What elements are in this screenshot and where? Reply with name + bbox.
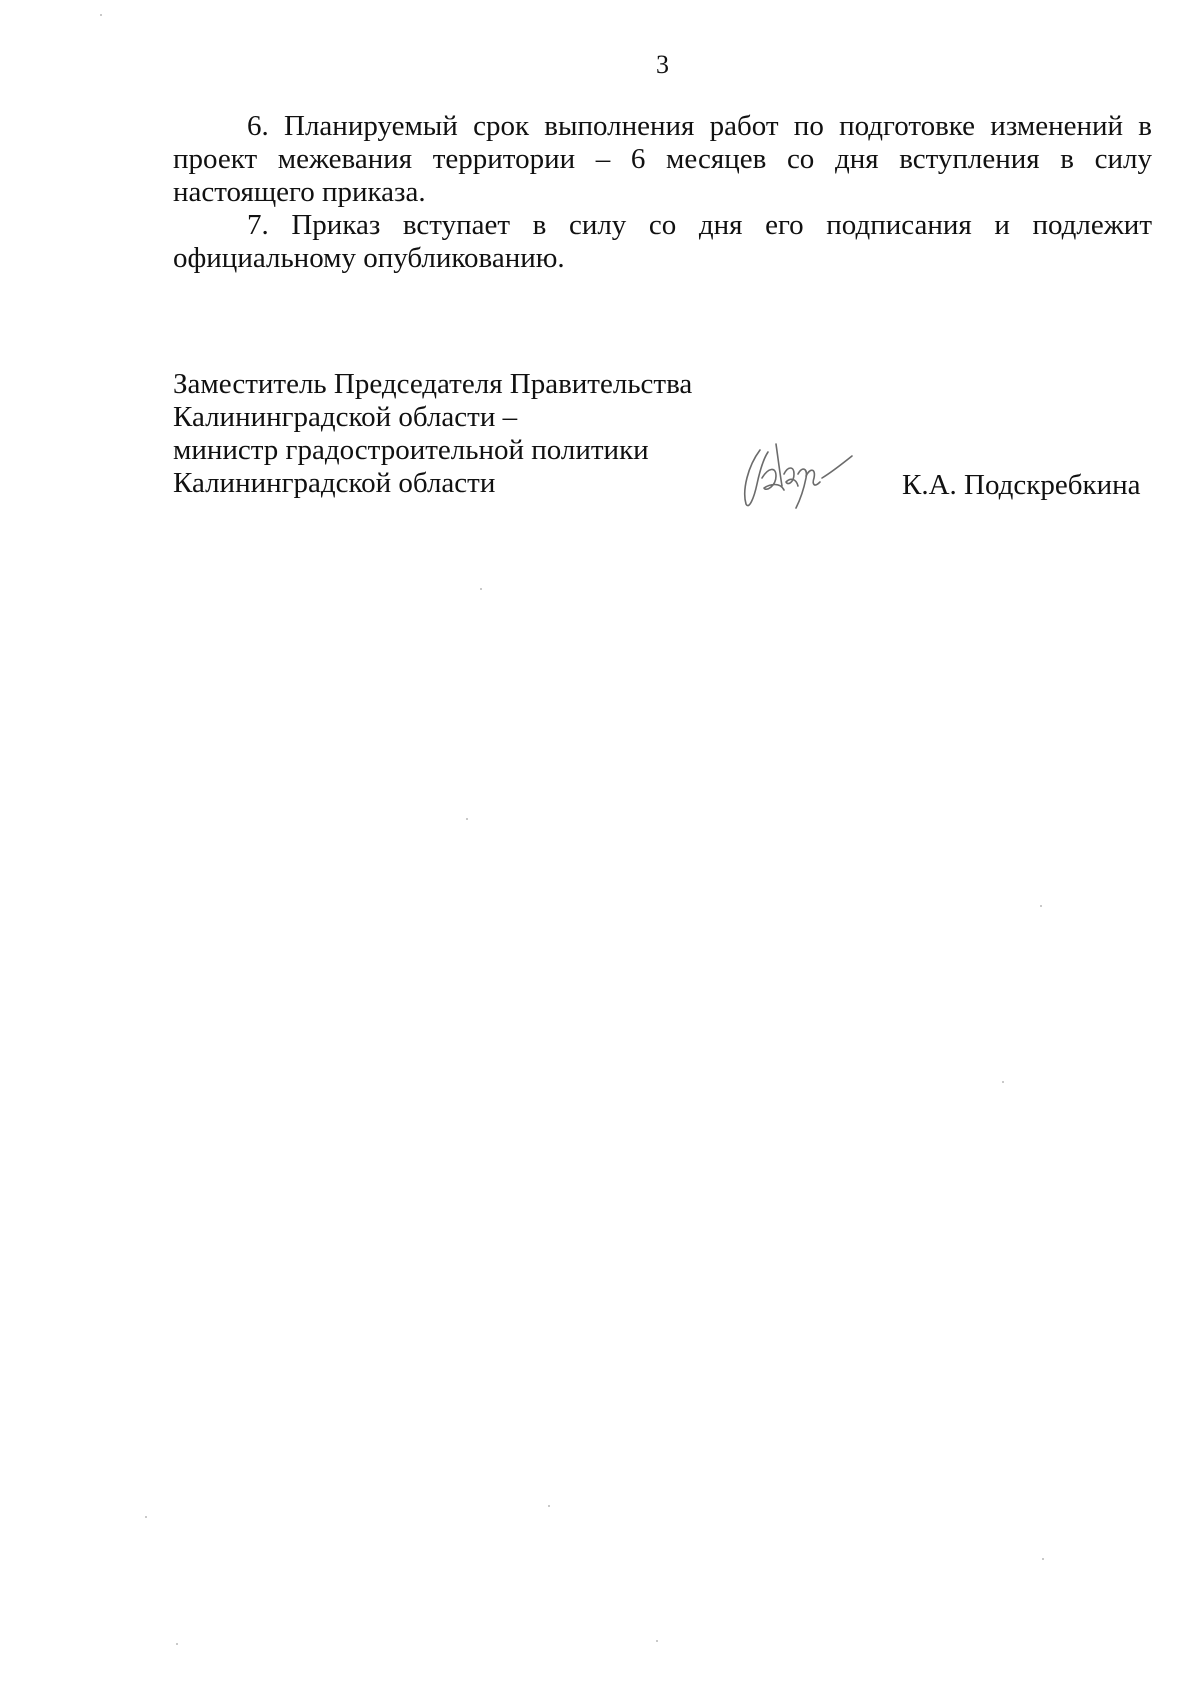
scan-speck xyxy=(1042,1558,1044,1560)
scan-speck xyxy=(100,14,102,16)
scan-speck xyxy=(1002,1081,1004,1083)
scan-speck xyxy=(656,1640,658,1642)
signatory-title-line: министр градостроительной политики xyxy=(173,434,649,466)
page-number: 3 xyxy=(656,50,669,79)
scan-speck xyxy=(480,588,482,590)
signatory-title-line: Калининградской области – xyxy=(173,401,518,433)
signer-name: К.А. Подскребкина xyxy=(902,469,1141,501)
signatory-title-line: Заместитель Председателя Правительства xyxy=(173,368,693,400)
paragraph-6: 6. Планируемый срок выполнения работ по подготовке изменений в проект межевания территории – 6 месяцев со дня вступления в силу настоящего приказа. xyxy=(173,110,1152,208)
scan-speck xyxy=(466,818,468,820)
scan-speck xyxy=(145,1516,147,1518)
scan-speck xyxy=(1040,905,1042,907)
scan-speck xyxy=(548,1505,550,1507)
scan-speck xyxy=(176,1643,178,1645)
handwritten-signature xyxy=(740,438,855,513)
signatory-title-line: Калининградской области xyxy=(173,467,496,499)
document-body xyxy=(173,110,1152,275)
paragraph-7: 7. Приказ вступает в силу со дня его подписания и подлежит официальному опубликованию. xyxy=(173,209,1152,274)
